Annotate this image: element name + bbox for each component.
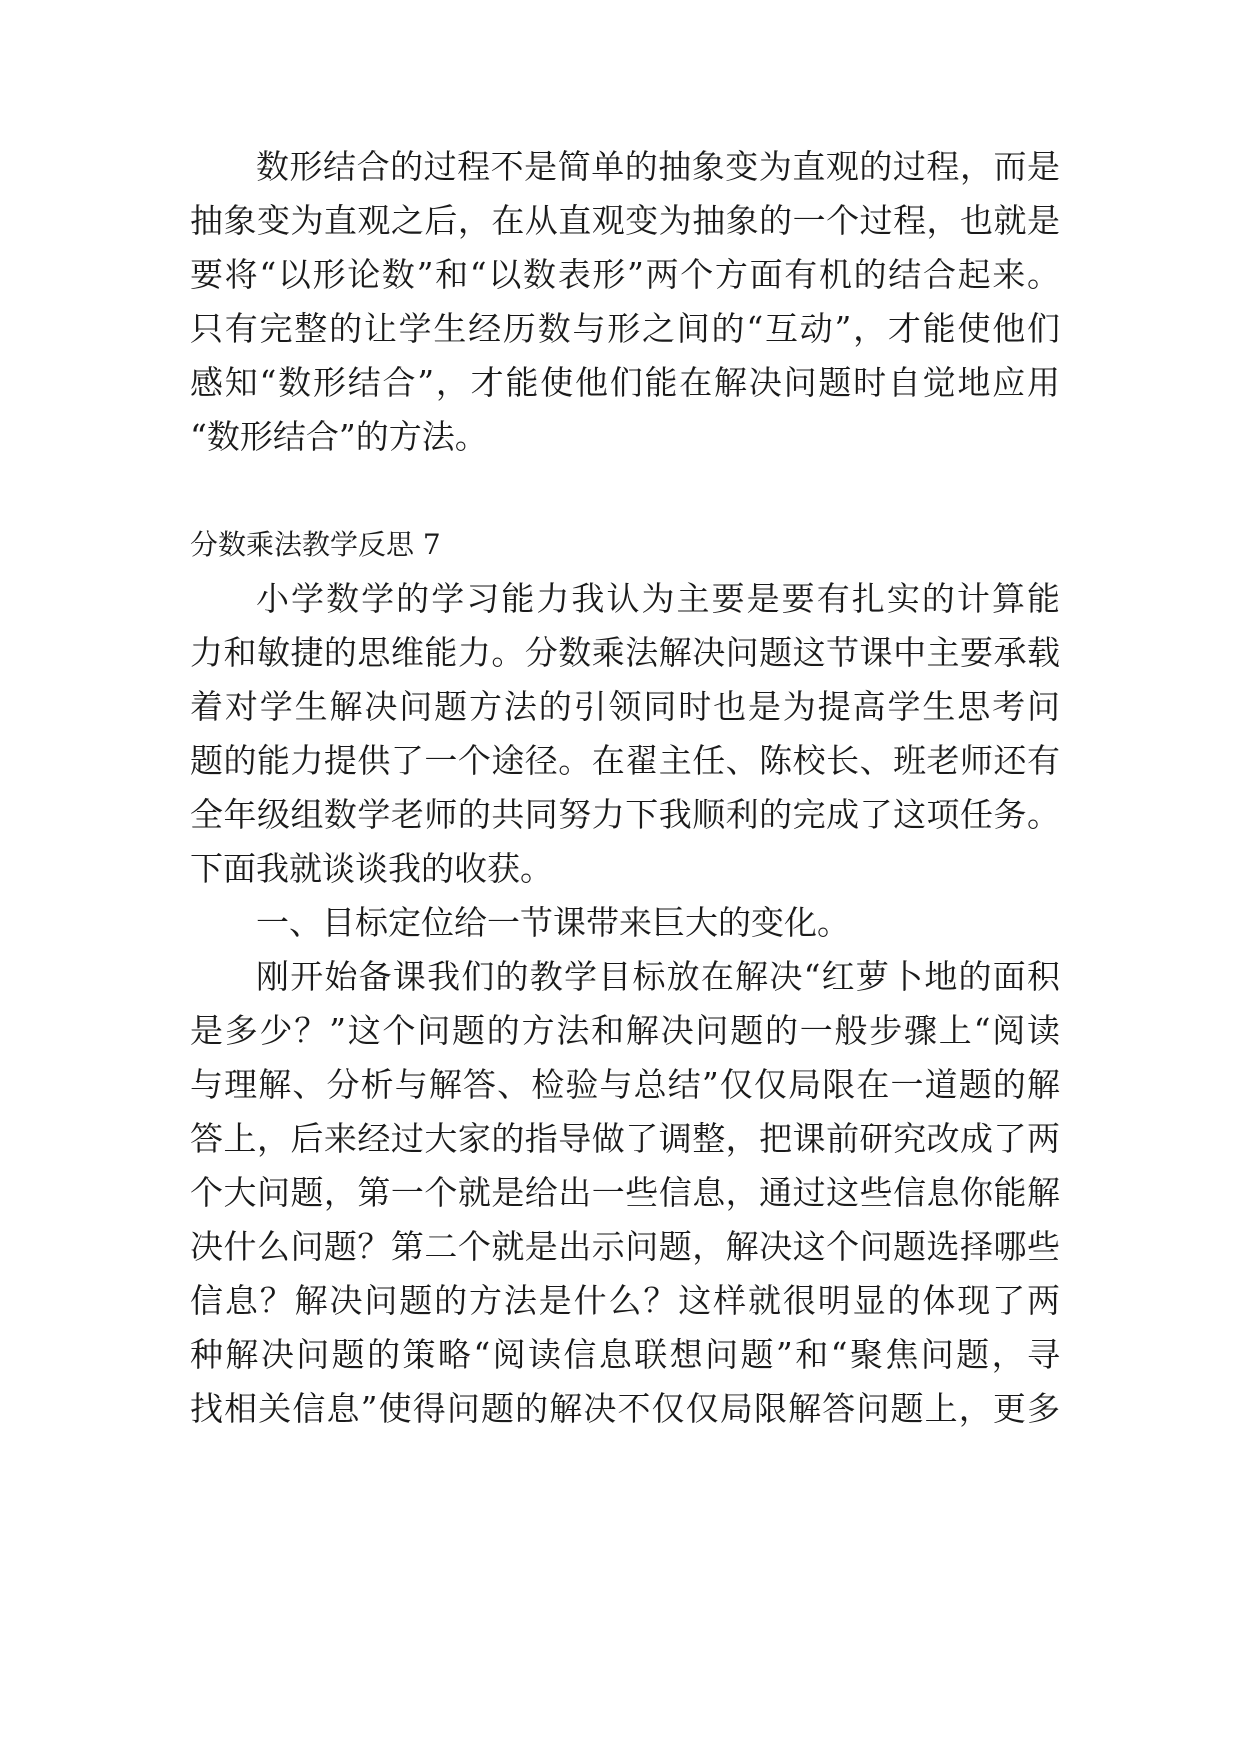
text-line: 个大问题，第一个就是给出一些信息，通过这些信息你能解 — [190, 1173, 1060, 1212]
text-line: 答上，后来经过大家的指导做了调整，把课前研究改成了两 — [190, 1119, 1060, 1158]
text-line: 刚开始备课我们的教学目标放在解决“红萝卜地的面积 — [256, 957, 1060, 996]
text-line: 下面我就谈谈我的收获。 — [190, 849, 553, 888]
text-line: 抽象变为直观之后，在从直观变为抽象的一个过程，也就是 — [190, 201, 1060, 240]
text-line: 力和敏捷的思维能力。分数乘法解决问题这节课中主要承载 — [190, 633, 1060, 672]
text-line: 小学数学的学习能力我认为主要是要有扎实的计算能 — [256, 579, 1060, 618]
text-line: 感知“数形结合”，才能使他们能在解决问题时自觉地应用 — [190, 363, 1060, 402]
text-line: 着对学生解决问题方法的引领同时也是为提高学生思考问 — [190, 687, 1060, 726]
text-line: 题的能力提供了一个途径。在翟主任、陈校长、班老师还有 — [190, 741, 1060, 780]
text-line: “数形结合”的方法。 — [190, 417, 488, 456]
text-line: 信息？解决问题的方法是什么？这样就很明显的体现了两 — [190, 1281, 1060, 1320]
section-heading: 分数乘法教学反思 7 — [190, 528, 441, 561]
text-line: 种解决问题的策略“阅读信息联想问题”和“聚焦问题，寻 — [190, 1335, 1060, 1374]
text-line: 数形结合的过程不是简单的抽象变为直观的过程，而是 — [256, 147, 1060, 186]
text-line: 一、目标定位给一节课带来巨大的变化。 — [256, 903, 850, 942]
text-line: 是多少？”这个问题的方法和解决问题的一般步骤上“阅读 — [190, 1011, 1060, 1050]
text-line: 全年级组数学老师的共同努力下我顺利的完成了这项任务。 — [190, 795, 1060, 834]
text-line: 要将“以形论数”和“以数表形”两个方面有机的结合起来。 — [190, 255, 1060, 294]
text-line: 只有完整的让学生经历数与形之间的“互动”，才能使他们 — [190, 309, 1060, 348]
text-line: 与理解、分析与解答、检验与总结”仅仅局限在一道题的解 — [190, 1065, 1060, 1104]
text-line: 找相关信息”使得问题的解决不仅仅局限解答问题上，更多 — [190, 1389, 1060, 1428]
text-line: 决什么问题？第二个就是出示问题，解决这个问题选择哪些 — [190, 1227, 1060, 1266]
